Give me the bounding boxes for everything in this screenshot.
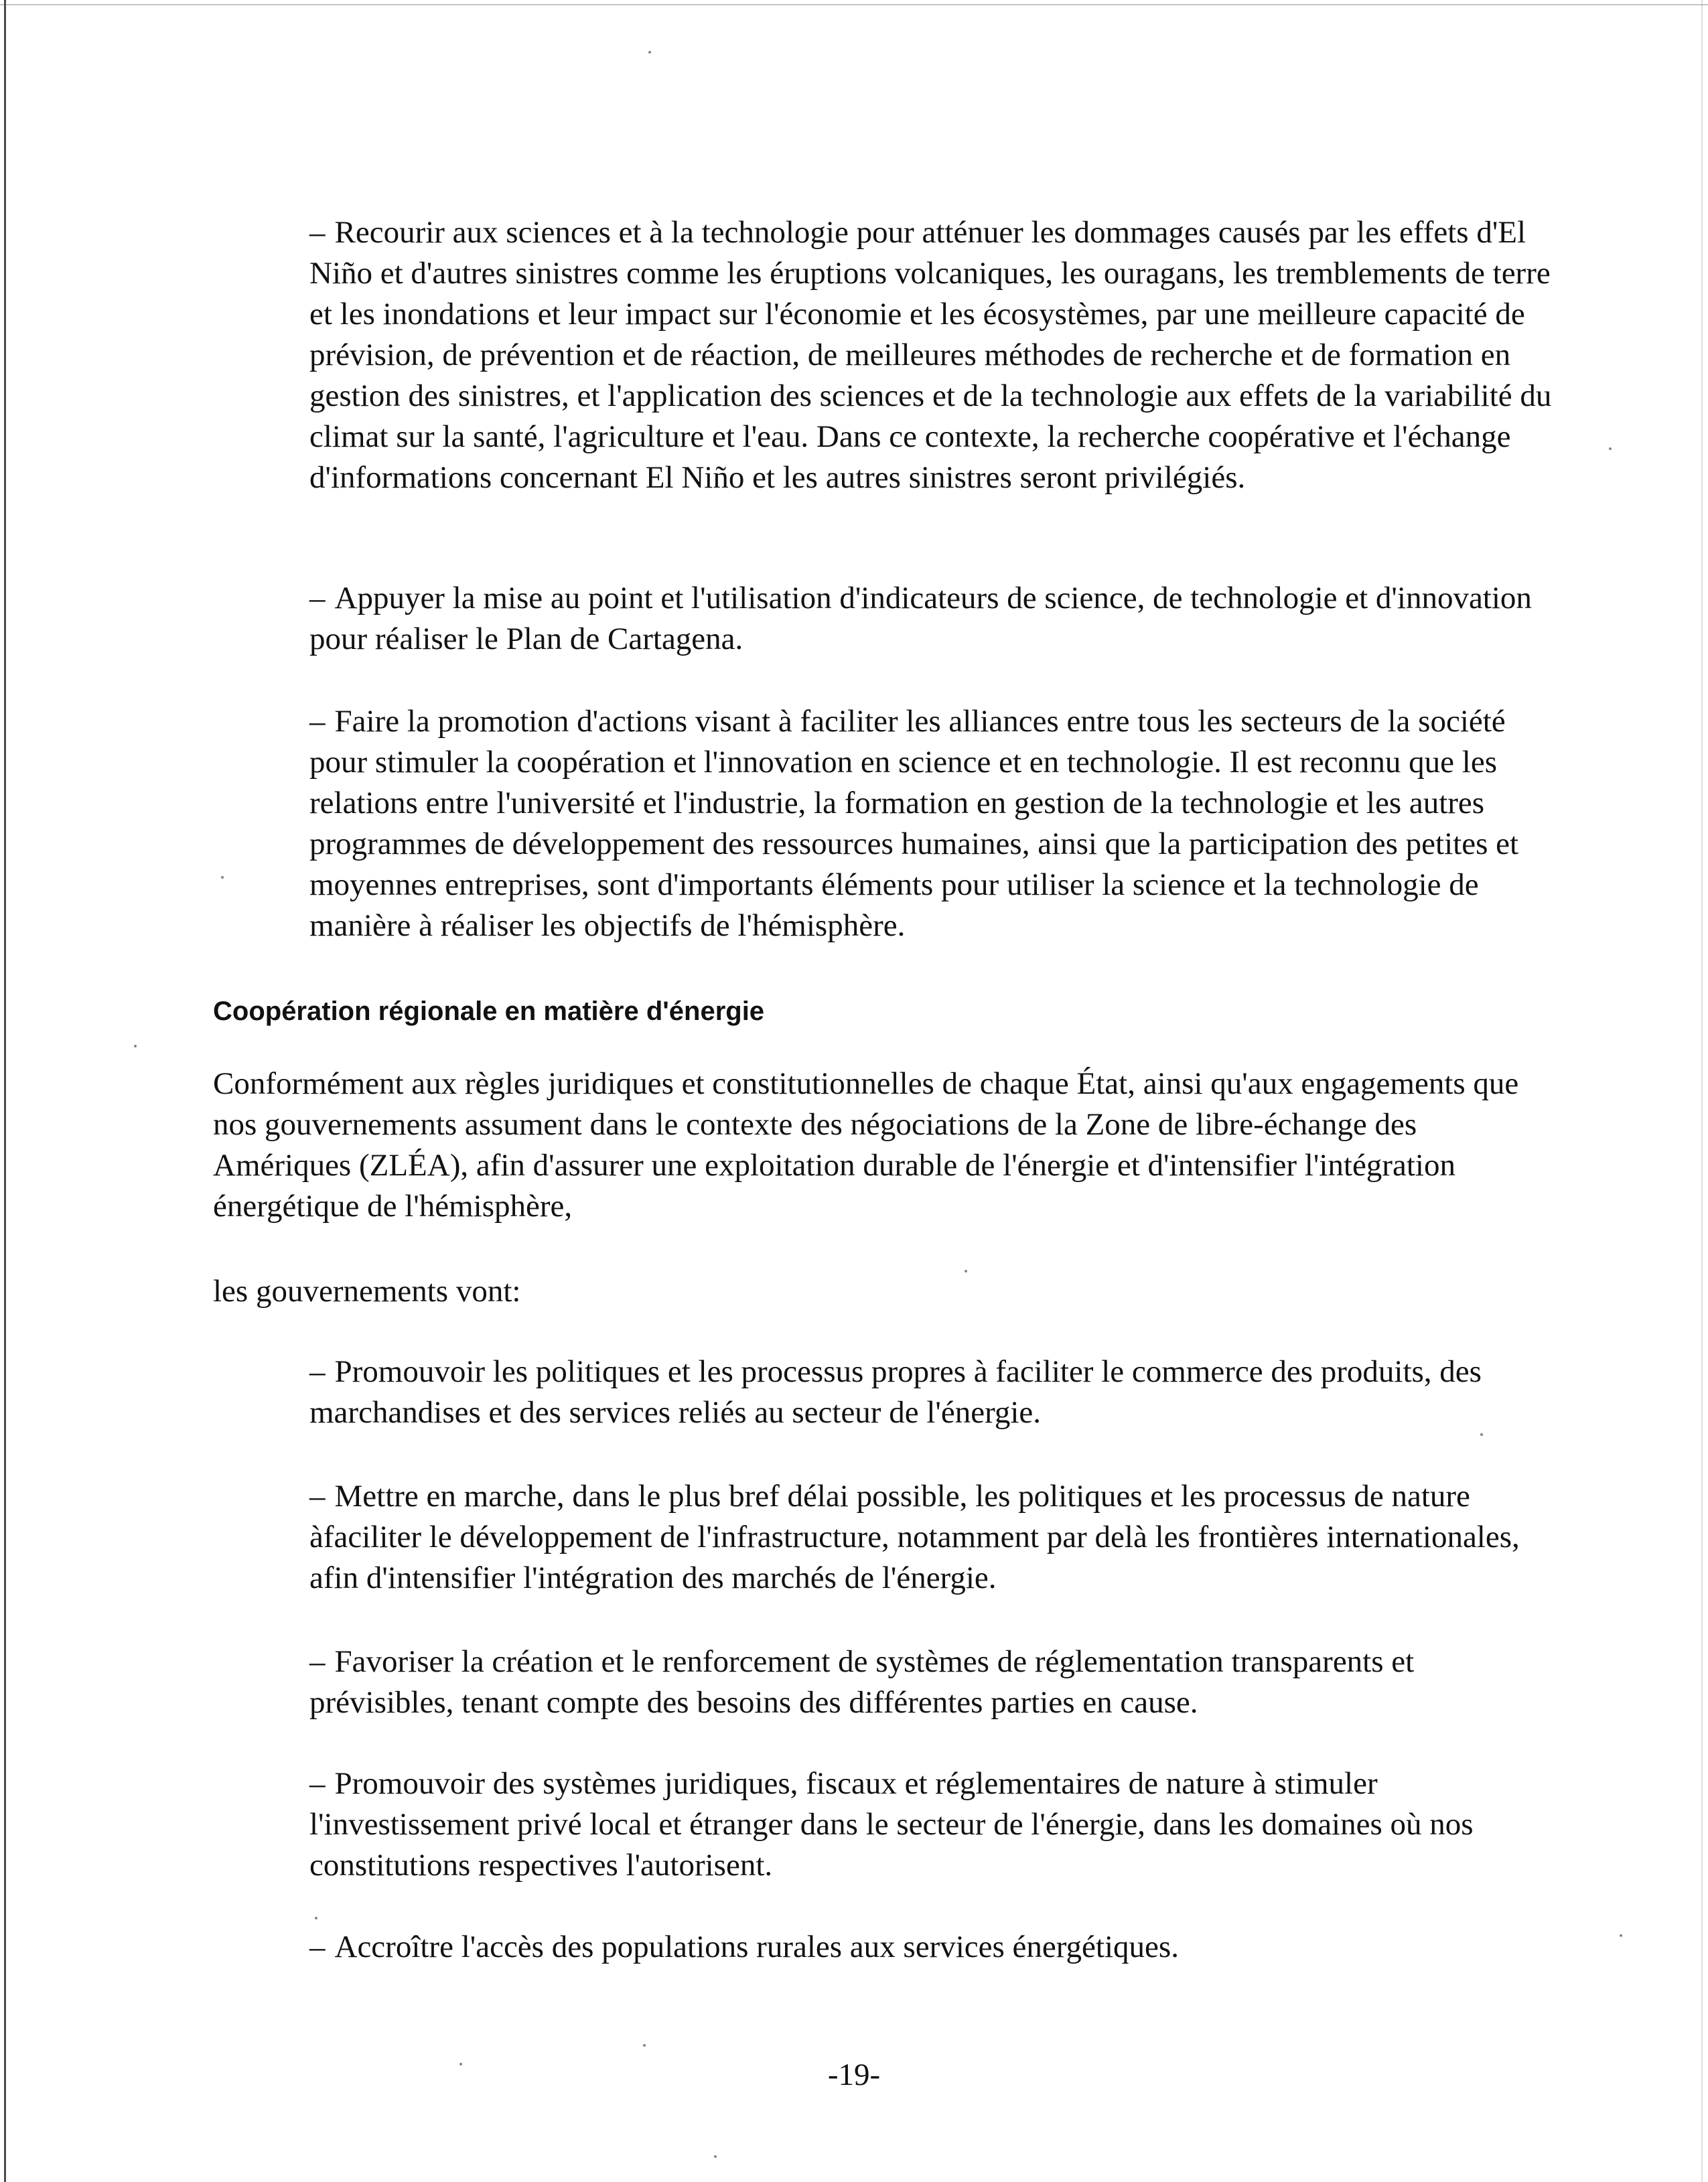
bullet-paragraph-alliances [309, 701, 1562, 946]
bullet-paragraph-rural-access [309, 1927, 1562, 1968]
bullet-dash: – [309, 1479, 326, 1514]
bullet-paragraph-infrastructure [309, 1476, 1562, 1599]
bullet-dash: – [309, 1354, 326, 1389]
bullet-dash: – [309, 1766, 326, 1801]
bullet-dash: – [309, 1930, 326, 1964]
bullet-text: Mettre en marche, dans le plus bref délai possible, les politiques et les processus de nature àfaciliter le développement de l'infrastructure, notamment par delà les frontières internationales, afin d'intensifier l'intégration des marchés de l'énergie. [309, 1479, 1520, 1595]
bullet-dash: – [309, 1644, 326, 1679]
scan-speck [1609, 447, 1612, 450]
scan-speck [643, 2044, 646, 2047]
section-heading: Coopération régionale en matière d'énergie [213, 997, 765, 1026]
lead-in-text: les gouvernements vont: [213, 1274, 521, 1309]
intro-paragraph: Conformément aux règles juridiques et constitutionnelles de chaque État, ainsi qu'aux engagements que nos gouvernements assument dans le contexte des négociations de la Zone de libre-échange des Amériques (ZLÉA), afin d'assurer une exploitation durable de l'énergie et d'intensifier l'intégration énergétique de l'hémisphère, [213, 1066, 1519, 1224]
scan-speck [965, 1270, 967, 1272]
scan-speck [134, 1045, 137, 1047]
scan-speck [459, 2063, 462, 2065]
scan-edge-left [4, 0, 6, 2182]
scan-speck [315, 1917, 317, 1919]
bullet-paragraph-regulation [309, 1642, 1562, 1723]
scan-edge-right [1701, 0, 1703, 2182]
bullet-text: Faire la promotion d'actions visant à faciliter les alliances entre tous les secteurs de la société pour stimuler la coopération et l'innovation en science et en technologie. Il est reconnu que les relations entre l'université et l'industrie, la formation en gestion de la technologie et les autres programmes de développement des ressources humaines, ainsi que la participation des petites et moyennes entreprises, sont d'importants éléments pour utiliser la science et la technologie de manière à réaliser les objectifs de l'hémisphère. [309, 704, 1519, 943]
bullet-paragraph-disaster-science [309, 212, 1562, 498]
bullet-text: Appuyer la mise au point et l'utilisation d'indicateurs de science, de technologie et d'innovation pour réaliser le Plan de Cartagena. [309, 581, 1532, 656]
bullet-dash: – [309, 215, 326, 250]
bullet-text: Promouvoir les politiques et les processus propres à faciliter le commerce des produits, des marchandises et des services reliés au secteur de l'énergie. [309, 1354, 1482, 1430]
bullet-text: Recourir aux sciences et à la technologie pour atténuer les dommages causés par les effets d'El Niño et d'autres sinistres comme les éruptions volcaniques, les ouragans, les tremblements de terre et les inondations et leur impact sur l'économie et les écosystèmes, par une meilleure capacité de prévision, de prévention et de réaction, de meilleures méthodes de recherche et de formation en gestion des sinistres, et l'application des sciences et de la technologie aux effets de la variabilité du climat sur la santé, l'agriculture et l'eau. Dans ce contexte, la recherche coopérative et l'échange d'informations concernant El Niño et les autres sinistres seront privilégiés. [309, 215, 1552, 495]
page-number: -19- [827, 2057, 881, 2092]
bullet-paragraph-investment [309, 1763, 1562, 1886]
scan-speck [1620, 1934, 1622, 1937]
bullet-text: Favoriser la création et le renforcement de systèmes de réglementation transparents et prévisibles, tenant compte des besoins des différentes parties en cause. [309, 1644, 1415, 1720]
bullet-text: Accroître l'accès des populations rurales aux services énergétiques. [334, 1930, 1179, 1964]
bullet-dash: – [309, 581, 326, 615]
bullet-paragraph-energy-trade [309, 1352, 1562, 1433]
scan-speck [648, 51, 651, 54]
scan-edge-top [0, 4, 1708, 5]
scan-speck [221, 876, 224, 879]
bullet-text: Promouvoir des systèmes juridiques, fiscaux et réglementaires de nature à stimuler l'investissement privé local et étranger dans le secteur de l'énergie, dans les domaines où nos constitutions respectives l'autorisent. [309, 1766, 1474, 1883]
scan-speck [714, 2155, 717, 2158]
scan-speck [1480, 1433, 1483, 1436]
bullet-dash: – [309, 704, 326, 739]
bullet-paragraph-indicators [309, 578, 1562, 660]
